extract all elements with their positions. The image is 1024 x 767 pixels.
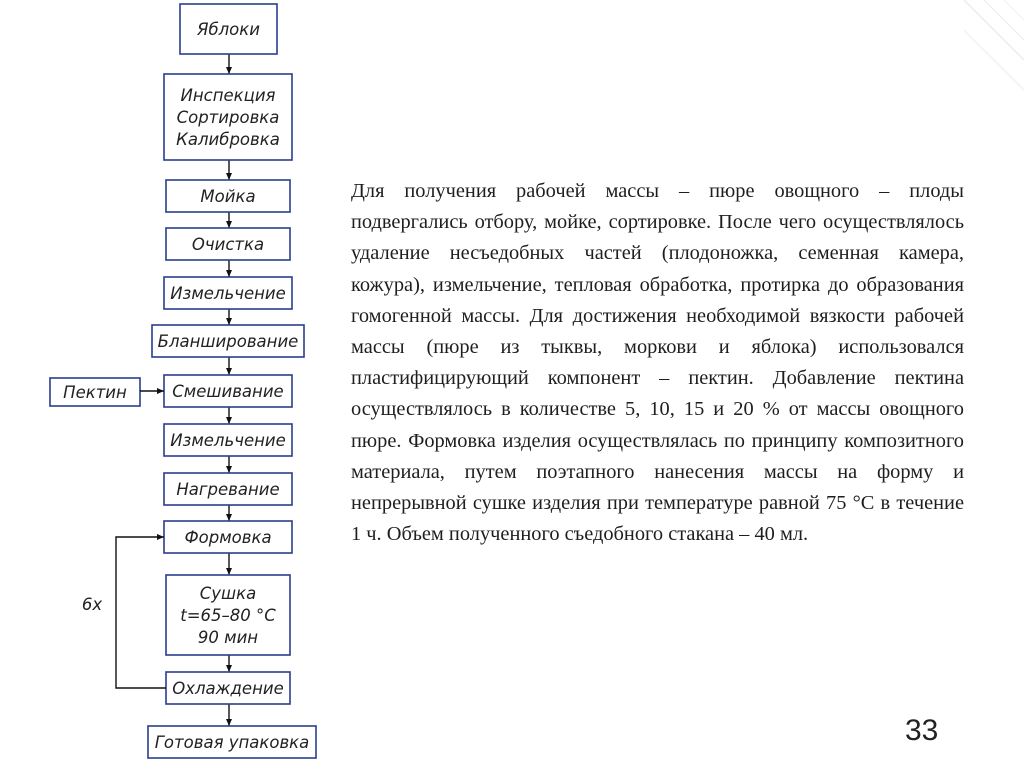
flow-step <box>164 277 292 309</box>
flow-step-label: Нагревание <box>176 480 280 499</box>
flow-step-label: Формовка <box>184 528 272 547</box>
flow-step <box>166 672 290 704</box>
side-input-label: Пектин <box>63 383 127 402</box>
flow-step-label: Охлаждение <box>172 679 284 698</box>
flow-step <box>166 575 290 655</box>
loop-label: 6х <box>81 595 103 614</box>
flow-step <box>166 180 290 212</box>
flow-step-label: Сортировка <box>176 108 280 127</box>
flow-step-label: Измельчение <box>170 284 286 303</box>
flow-step <box>166 228 290 260</box>
flow-step-label: 90 мин <box>197 628 259 647</box>
flow-step-label: Яблоки <box>197 20 260 39</box>
flow-step-label: Смешивание <box>172 382 284 401</box>
flow-step <box>164 424 292 456</box>
flow-step <box>164 74 292 160</box>
side-input-group <box>50 378 164 406</box>
page-number: 33 <box>905 714 939 747</box>
flow-steps <box>148 4 316 758</box>
flow-step <box>164 375 292 407</box>
flow-step <box>164 521 292 553</box>
flow-step-label: Инспекция <box>180 86 276 105</box>
flow-step <box>164 473 292 505</box>
loop-arrow <box>116 537 166 688</box>
flow-step-label: t=65–80 °С <box>180 606 276 625</box>
process-description: Для получения рабочей массы – пюре овощного – плоды подвергались отбору, мойке, сортировке. После чего осуществлялось удаление несъедобных частей (плодоножка, семенная камера, кожура), измельчение, тепловая обработка, протирка до образования гомогенной массы. Для достижения необходимой вязкости рабочей массы (пюре из тыквы, моркови и яблока) использовался пластифицирующий компонент – пектин. Добавление пектина осуществлялось в количестве 5, 10, 15 и 20 % от массы овощного пюре. Формовка изделия осуществлялась по принципу композитного материала, путем поэтапного нанесения массы на форму и непрерывной сушке изделия при температуре равной 75 °С в течение 1 ч. Объем полученного съедобного стакана – 40 мл. <box>351 180 964 546</box>
flow-step-label: Очистка <box>191 235 265 254</box>
flow-step-label: Бланширование <box>157 332 299 351</box>
flow-step <box>148 726 316 758</box>
process-flowchart <box>0 0 330 767</box>
flow-step <box>152 325 304 357</box>
repeat-loop <box>82 537 166 688</box>
flow-step-label: Измельчение <box>170 431 286 450</box>
flow-step-label: Мойка <box>200 187 256 206</box>
flow-step-label: Калибровка <box>176 130 280 149</box>
slide-corner-decoration <box>964 0 1024 110</box>
flow-step-label: Сушка <box>199 584 257 603</box>
flow-step-label: Готовая упаковка <box>154 733 310 752</box>
flow-step <box>180 4 277 54</box>
